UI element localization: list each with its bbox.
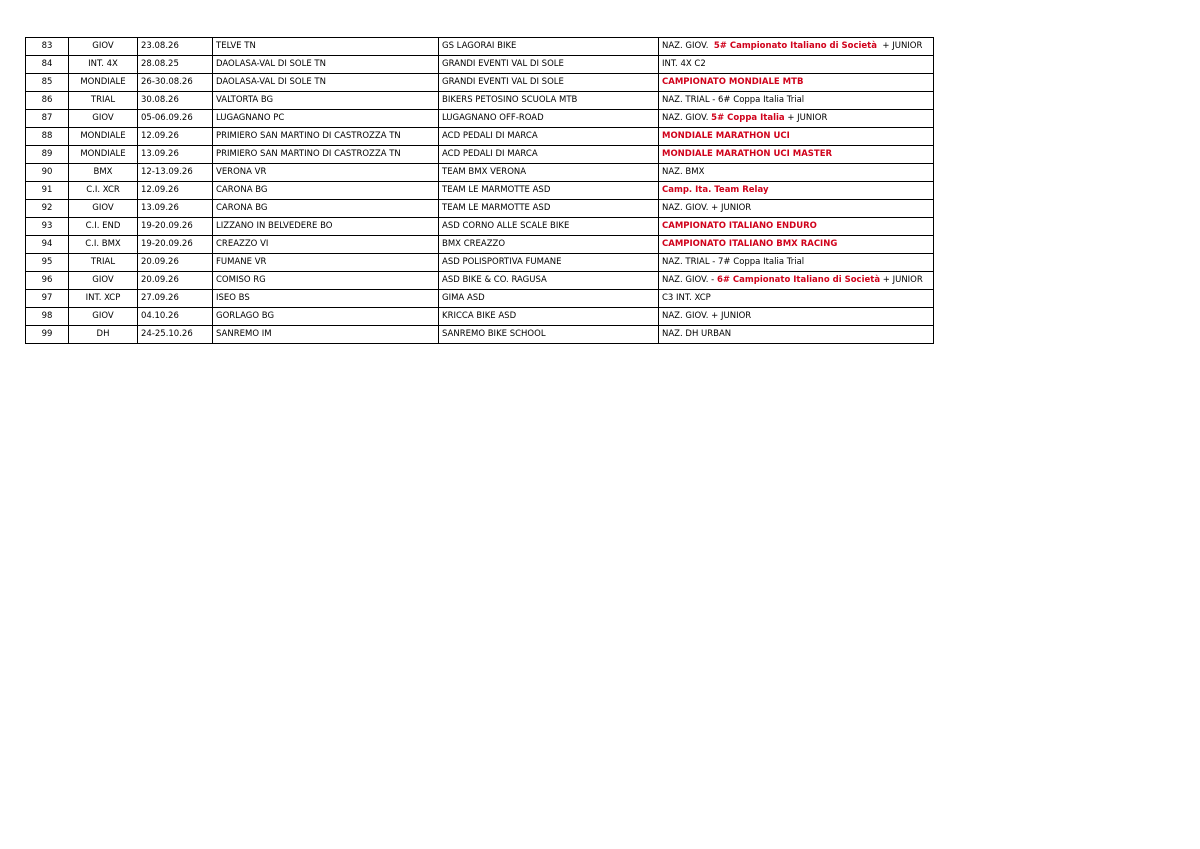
notes-text: NAZ. GIOV. + JUNIOR (662, 203, 752, 213)
event-type: GIOV (69, 272, 138, 290)
event-number: 95 (26, 254, 69, 272)
event-notes (659, 74, 934, 92)
table-row (26, 272, 934, 290)
notes-text: NAZ. TRIAL - 7# Coppa Italia Trial (662, 257, 805, 267)
notes-text: + JUNIOR (784, 113, 828, 123)
event-organizer: GS LAGORAI BIKE (439, 38, 659, 56)
event-organizer: TEAM BMX VERONA (439, 164, 659, 182)
event-type: C.I. BMX (69, 236, 138, 254)
event-date: 28.08.25 (138, 56, 213, 74)
event-date: 04.10.26 (138, 308, 213, 326)
event-number: 89 (26, 146, 69, 164)
event-number: 86 (26, 92, 69, 110)
event-number: 83 (26, 38, 69, 56)
event-number: 85 (26, 74, 69, 92)
event-number: 90 (26, 164, 69, 182)
event-organizer: GRANDI EVENTI VAL DI SOLE (439, 74, 659, 92)
table-row (26, 254, 934, 272)
event-type: C.I. END (69, 218, 138, 236)
event-organizer: LUGAGNANO OFF-ROAD (439, 110, 659, 128)
event-number: 98 (26, 308, 69, 326)
event-date: 19-20.09.26 (138, 236, 213, 254)
event-date: 13.09.26 (138, 146, 213, 164)
event-location: TELVE TN (213, 38, 439, 56)
notes-text: + JUNIOR (880, 275, 923, 285)
event-number: 88 (26, 128, 69, 146)
table-row (26, 326, 934, 344)
event-location: COMISO RG (213, 272, 439, 290)
notes-text: INT. 4X C2 (662, 59, 706, 69)
event-organizer: ASD CORNO ALLE SCALE BIKE (439, 218, 659, 236)
event-type: BMX (69, 164, 138, 182)
event-number: 92 (26, 200, 69, 218)
notes-highlight: CAMPIONATO ITALIANO ENDURO (662, 221, 817, 231)
event-notes (659, 182, 934, 200)
event-type: MONDIALE (69, 74, 138, 92)
event-notes (659, 38, 934, 56)
event-type: C.I. XCR (69, 182, 138, 200)
event-location: VERONA VR (213, 164, 439, 182)
event-type: DH (69, 326, 138, 344)
event-date: 19-20.09.26 (138, 218, 213, 236)
event-organizer: BIKERS PETOSINO SCUOLA MTB (439, 92, 659, 110)
event-number: 97 (26, 290, 69, 308)
event-number: 99 (26, 326, 69, 344)
notes-highlight: CAMPIONATO ITALIANO BMX RACING (662, 239, 838, 249)
notes-highlight: CAMPIONATO MONDIALE MTB (662, 77, 804, 87)
table-row (26, 290, 934, 308)
race-schedule-table (25, 37, 934, 344)
event-notes (659, 92, 934, 110)
event-date: 26-30.08.26 (138, 74, 213, 92)
event-notes (659, 164, 934, 182)
event-date: 20.09.26 (138, 272, 213, 290)
event-organizer: KRICCA BIKE ASD (439, 308, 659, 326)
notes-text: + JUNIOR (876, 41, 923, 51)
event-type: INT. XCP (69, 290, 138, 308)
table-row (26, 218, 934, 236)
event-location: FUMANE VR (213, 254, 439, 272)
event-date: 30.08.26 (138, 92, 213, 110)
notes-text: NAZ. GIOV. (662, 113, 712, 123)
event-notes (659, 128, 934, 146)
table-row (26, 164, 934, 182)
table-row (26, 92, 934, 110)
event-organizer: BMX CREAZZO (439, 236, 659, 254)
table-row (26, 56, 934, 74)
event-type: TRIAL (69, 254, 138, 272)
notes-text: NAZ. DH URBAN (662, 329, 732, 339)
table-row (26, 128, 934, 146)
event-organizer: ASD POLISPORTIVA FUMANE (439, 254, 659, 272)
event-date: 20.09.26 (138, 254, 213, 272)
event-location: CARONA BG (213, 200, 439, 218)
event-location: CREAZZO VI (213, 236, 439, 254)
event-notes (659, 56, 934, 74)
event-date: 05-06.09.26 (138, 110, 213, 128)
event-location: PRIMIERO SAN MARTINO DI CASTROZZA TN (213, 146, 439, 164)
event-notes (659, 110, 934, 128)
event-organizer: TEAM LE MARMOTTE ASD (439, 182, 659, 200)
notes-text: NAZ. BMX (662, 167, 705, 177)
event-location: PRIMIERO SAN MARTINO DI CASTROZZA TN (213, 128, 439, 146)
event-date: 13.09.26 (138, 200, 213, 218)
event-notes (659, 236, 934, 254)
event-type: MONDIALE (69, 146, 138, 164)
notes-highlight: MONDIALE MARATHON UCI (662, 131, 790, 141)
event-number: 91 (26, 182, 69, 200)
event-location: DAOLASA-VAL DI SOLE TN (213, 56, 439, 74)
notes-highlight: Camp. Ita. Team Relay (662, 185, 769, 195)
event-number: 94 (26, 236, 69, 254)
event-date: 12.09.26 (138, 128, 213, 146)
notes-text: NAZ. GIOV. + JUNIOR (662, 311, 752, 321)
event-date: 12.09.26 (138, 182, 213, 200)
table-row (26, 182, 934, 200)
event-notes (659, 254, 934, 272)
event-location: VALTORTA BG (213, 92, 439, 110)
schedule-body (26, 38, 934, 344)
event-type: GIOV (69, 38, 138, 56)
event-type: INT. 4X (69, 56, 138, 74)
event-location: LUGAGNANO PC (213, 110, 439, 128)
event-number: 93 (26, 218, 69, 236)
event-organizer: TEAM LE MARMOTTE ASD (439, 200, 659, 218)
event-type: MONDIALE (69, 128, 138, 146)
notes-text: NAZ. TRIAL - 6# Coppa Italia Trial (662, 95, 805, 105)
event-organizer: GIMA ASD (439, 290, 659, 308)
event-notes (659, 146, 934, 164)
event-location: LIZZANO IN BELVEDERE BO (213, 218, 439, 236)
event-number: 87 (26, 110, 69, 128)
event-organizer: ACD PEDALI DI MARCA (439, 146, 659, 164)
event-notes (659, 272, 934, 290)
table-row (26, 200, 934, 218)
notes-highlight: MONDIALE MARATHON UCI MASTER (662, 149, 833, 159)
event-notes (659, 326, 934, 344)
event-organizer: GRANDI EVENTI VAL DI SOLE (439, 56, 659, 74)
event-date: 24-25.10.26 (138, 326, 213, 344)
notes-highlight: 5# Campionato Italiano di Società (713, 41, 877, 51)
table-row (26, 110, 934, 128)
event-number: 84 (26, 56, 69, 74)
event-organizer: ASD BIKE & CO. RAGUSA (439, 272, 659, 290)
event-organizer: SANREMO BIKE SCHOOL (439, 326, 659, 344)
notes-highlight: 5# Coppa Italia (711, 113, 785, 123)
table-row (26, 146, 934, 164)
notes-text: NAZ. GIOV. - (662, 275, 717, 285)
event-date: 12-13.09.26 (138, 164, 213, 182)
event-date: 27.09.26 (138, 290, 213, 308)
table-row (26, 308, 934, 326)
event-type: GIOV (69, 200, 138, 218)
event-location: DAOLASA-VAL DI SOLE TN (213, 74, 439, 92)
event-organizer: ACD PEDALI DI MARCA (439, 128, 659, 146)
notes-highlight: 6# Campionato Italiano di Società (716, 275, 881, 285)
notes-text: C3 INT. XCP (662, 293, 711, 303)
table-row (26, 74, 934, 92)
event-location: GORLAGO BG (213, 308, 439, 326)
event-notes (659, 218, 934, 236)
event-location: ISEO BS (213, 290, 439, 308)
event-number: 96 (26, 272, 69, 290)
event-location: SANREMO IM (213, 326, 439, 344)
notes-text: NAZ. GIOV. (662, 41, 714, 51)
table-row (26, 236, 934, 254)
event-notes (659, 200, 934, 218)
event-date: 23.08.26 (138, 38, 213, 56)
event-type: GIOV (69, 110, 138, 128)
event-type: TRIAL (69, 92, 138, 110)
event-notes (659, 290, 934, 308)
table-row (26, 38, 934, 56)
event-notes (659, 308, 934, 326)
event-type: GIOV (69, 308, 138, 326)
event-location: CARONA BG (213, 182, 439, 200)
